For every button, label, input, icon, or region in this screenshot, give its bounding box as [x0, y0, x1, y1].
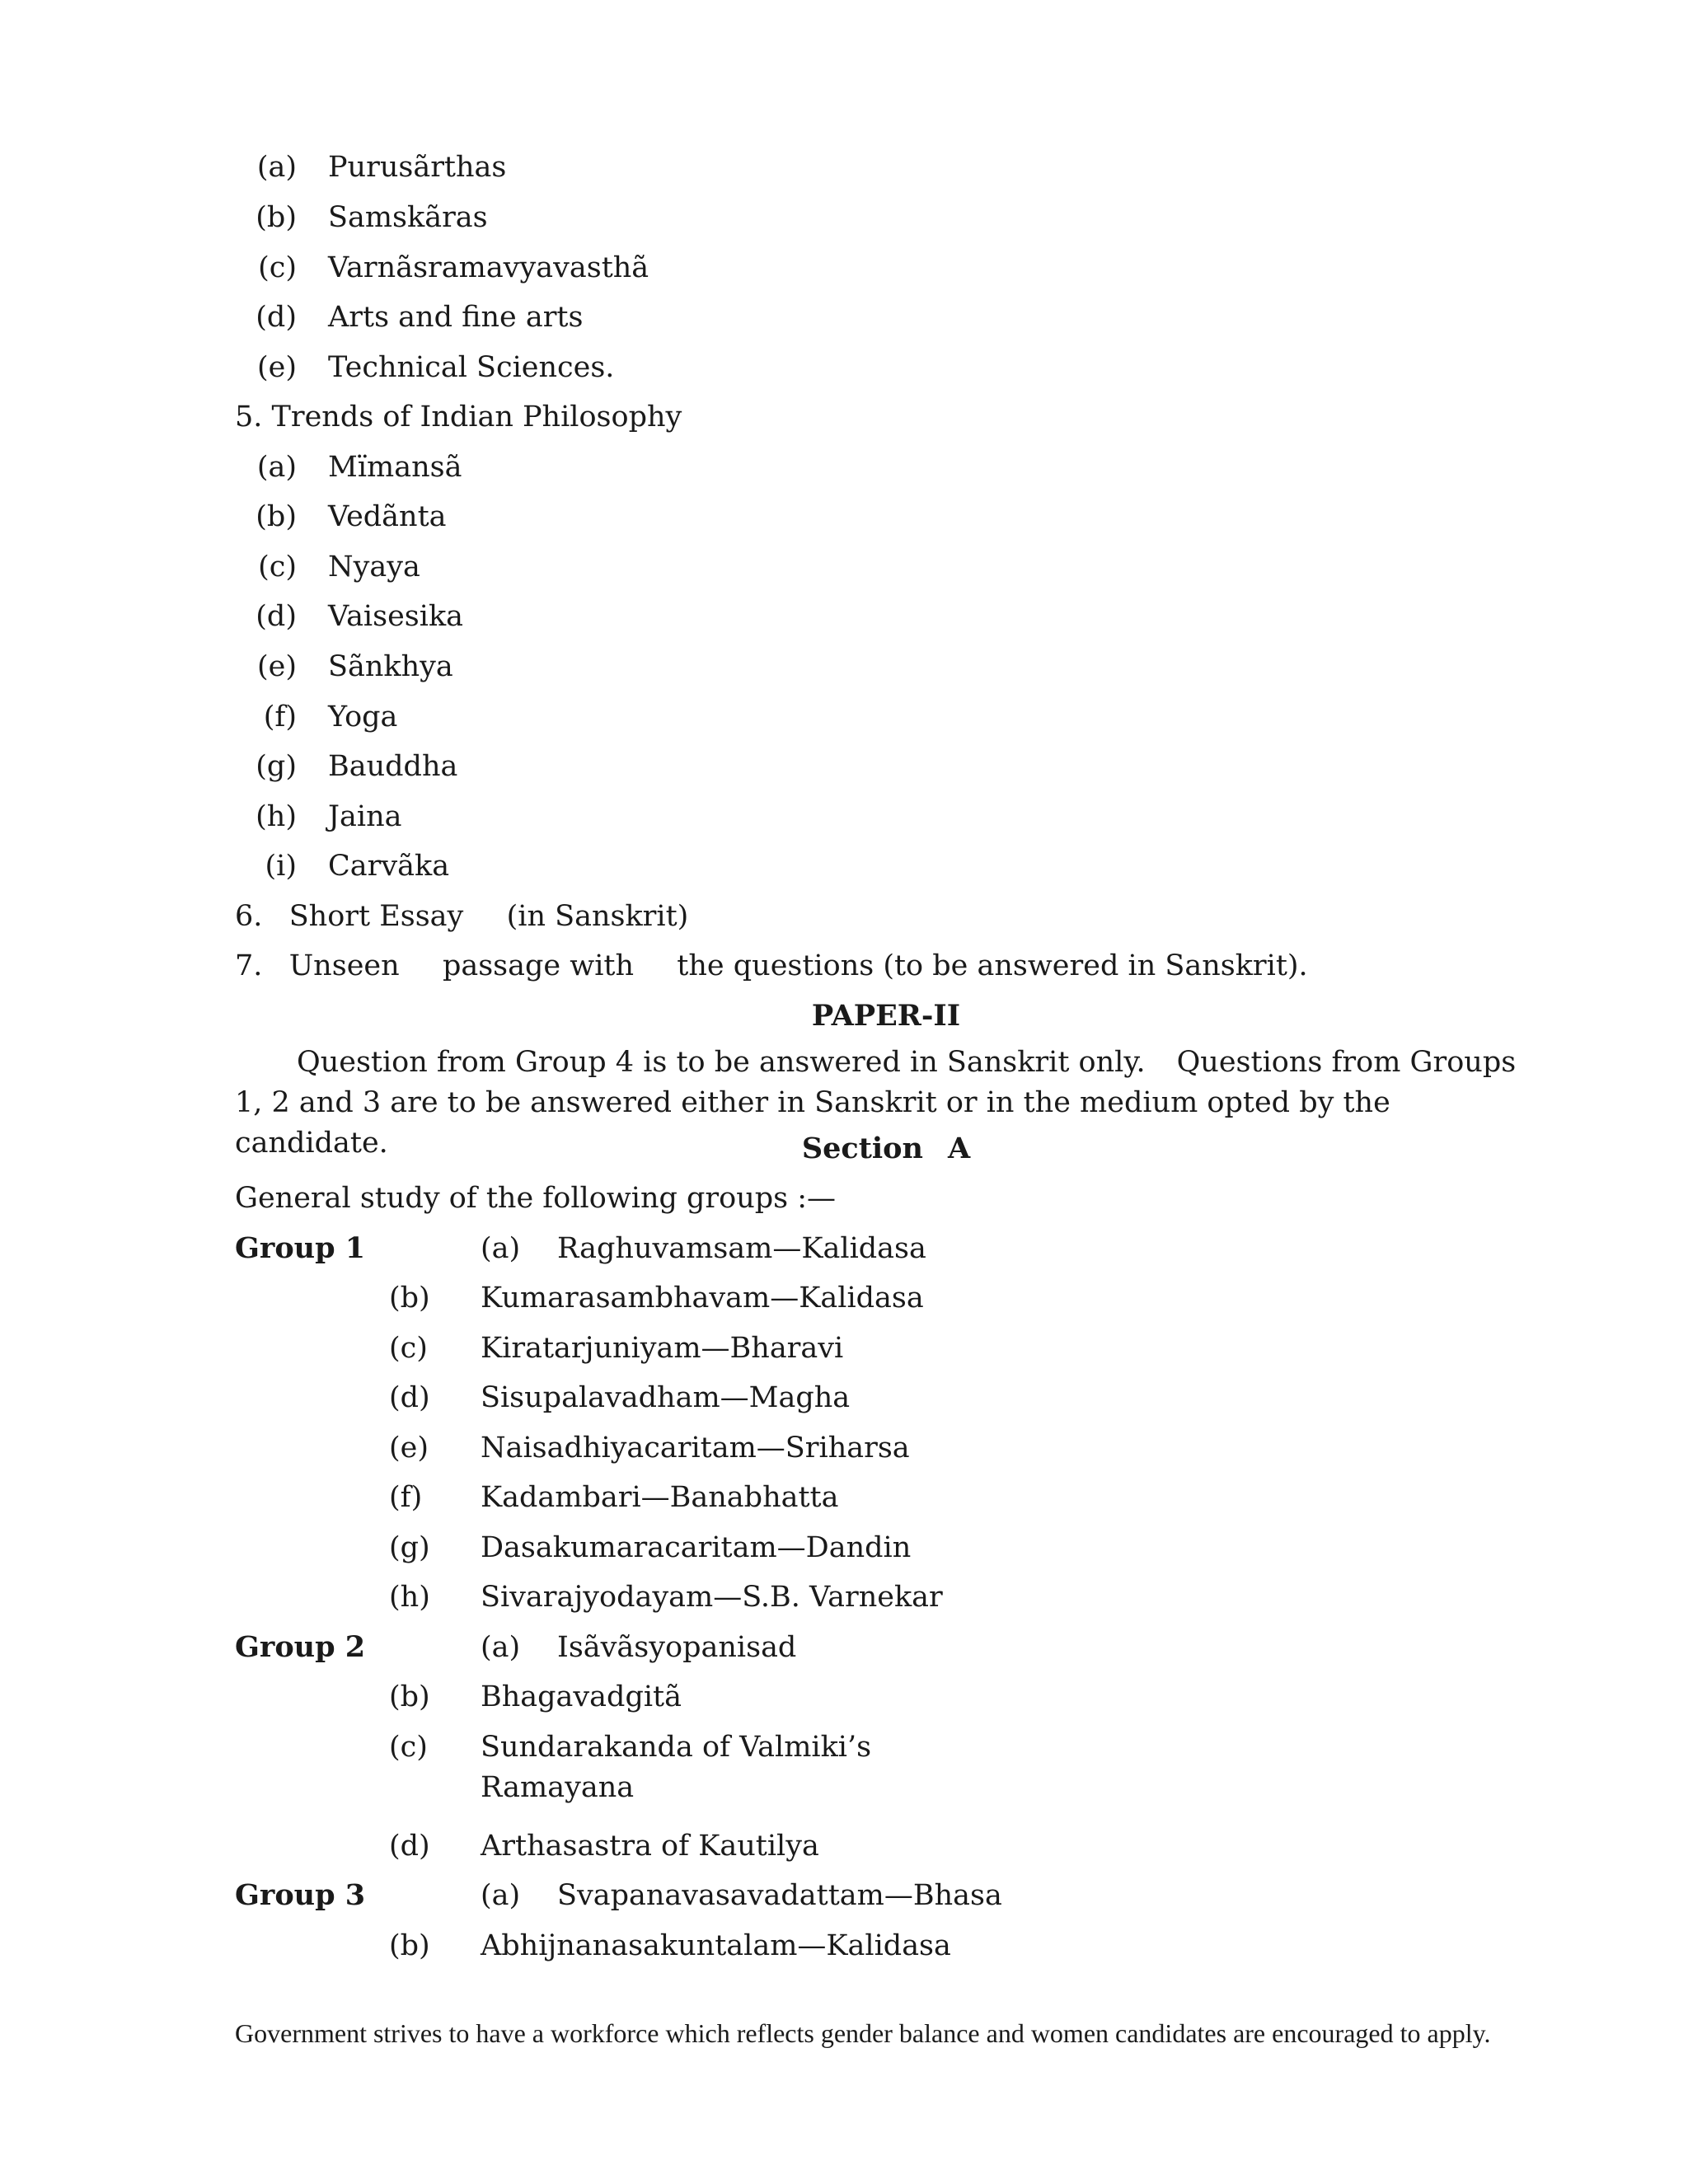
- section-7-part3: the questions (to be answered in Sanskrit).: [677, 949, 1308, 982]
- list-item-label: (g): [256, 750, 297, 783]
- list-item-text: Sãnkhya: [328, 650, 453, 683]
- footer-note: Government strives to have a workforce which reflects gender balance and women candidates are encouraged to apply.: [235, 2018, 1491, 2048]
- section-heading-word: Section: [801, 1132, 923, 1165]
- list-item-label: (b): [256, 201, 297, 234]
- group-item-text: Arthasastra of Kautilya: [481, 1830, 819, 1863]
- list-item-label: (c): [258, 551, 297, 583]
- group-item-label: (f): [389, 1481, 423, 1514]
- group-item-text: Kumarasambhavam—Kalidasa: [481, 1282, 924, 1315]
- section-7-part2: passage with: [442, 949, 635, 982]
- list-item-label: (e): [256, 650, 297, 683]
- list-item-label: (d): [256, 301, 297, 334]
- group-item-label: (a): [481, 1232, 521, 1265]
- group-item-label: (c): [389, 1731, 428, 1764]
- list-item-text: Jaina: [328, 800, 402, 833]
- list-item-label: (a): [256, 451, 297, 484]
- group-item-text: Svapanavasavadattam—Bhasa: [557, 1879, 1002, 1912]
- group-item-text-continued: Ramayana: [481, 1771, 635, 1804]
- group-item-label: (b): [389, 1929, 430, 1962]
- group-item-text: Dasakumaracaritam—Dandin: [481, 1531, 912, 1564]
- group-item-text: Naisadhiyacaritam—Sriharsa: [481, 1432, 910, 1465]
- list-item-text: Technical Sciences.: [328, 351, 615, 384]
- list-item-text: Carvãka: [328, 850, 450, 883]
- group-item-label: (b): [389, 1680, 430, 1713]
- paper-intro-sentence-1: Question from Group 4 is to be answered in Sanskrit only.: [297, 1046, 1146, 1079]
- list-item-label: (f): [263, 701, 297, 733]
- section-heading-letter: A: [947, 1132, 971, 1165]
- group-item-text: Sisupalavadham—Magha: [481, 1381, 851, 1414]
- section-6-heading: [235, 900, 688, 933]
- section-6-title: Short Essay: [288, 900, 464, 933]
- group-item-label: (h): [389, 1581, 430, 1614]
- list-item-text: Mïmansã: [328, 451, 462, 484]
- list-item-label: (e): [256, 351, 297, 384]
- group-label: Group 1: [235, 1231, 366, 1265]
- list-item-text: Nyaya: [328, 551, 420, 583]
- paper-intro-sentence-2: Questions from Groups 1, 2 and 3 are to be answered either in Sanskrit or in the medium opted by the candidate.: [235, 1046, 1517, 1160]
- paper-title: PAPER-II: [811, 999, 961, 1033]
- list-item-label: (h): [256, 800, 297, 833]
- list-item-label: (c): [258, 251, 297, 284]
- general-study-line: General study of the following groups :—: [235, 1182, 837, 1215]
- group-item-label: (d): [389, 1830, 430, 1863]
- list-item-text: Samskãras: [328, 201, 488, 234]
- group-label: Group 2: [235, 1630, 366, 1664]
- group-label: Group 3: [235, 1878, 366, 1912]
- list-item-label: (d): [256, 600, 297, 633]
- group-item-label: (c): [389, 1332, 428, 1365]
- list-item-text: Yoga: [328, 701, 398, 733]
- section-7-number: 7.: [235, 949, 263, 982]
- group-item-text: Kiratarjuniyam—Bharavi: [481, 1332, 844, 1365]
- list-item-text: Varnãsramavyavasthã: [328, 251, 649, 284]
- list-item-text: Arts and fine arts: [328, 301, 584, 334]
- group-item-text: Raghuvamsam—Kalidasa: [557, 1232, 926, 1265]
- group-item-label: (b): [389, 1282, 430, 1315]
- section-heading: [0, 1132, 1688, 1165]
- list-item-text: Vedãnta: [328, 500, 447, 533]
- group-item-label: (g): [389, 1531, 430, 1564]
- section-7-heading: [235, 949, 1308, 982]
- group-item-label: (e): [389, 1432, 429, 1465]
- section-6-number: 6.: [235, 900, 263, 933]
- group-item-text: Sundarakanda of Valmiki’s: [481, 1731, 872, 1764]
- list-item-text: Purusãrthas: [328, 151, 507, 184]
- list-item-label: (a): [256, 151, 297, 184]
- list-item-label: (i): [265, 850, 297, 883]
- section-6-note: (in Sanskrit): [506, 900, 689, 933]
- list-item-text: Vaisesika: [328, 600, 464, 633]
- group-item-label: (a): [481, 1631, 521, 1664]
- group-item-text: Isãvãsyopanisad: [557, 1631, 797, 1664]
- group-item-text: Sivarajyodayam—S.B. Varnekar: [481, 1581, 943, 1614]
- group-item-text: Abhijnanasakuntalam—Kalidasa: [481, 1929, 951, 1962]
- group-item-label: (a): [481, 1879, 521, 1912]
- group-item-label: (d): [389, 1381, 430, 1414]
- section-5-heading: 5. Trends of Indian Philosophy: [235, 401, 682, 434]
- section-7-part1: Unseen: [288, 949, 400, 982]
- list-item-text: Bauddha: [328, 750, 458, 783]
- list-item-label: (b): [256, 500, 297, 533]
- group-item-text: Bhagavadgitã: [481, 1680, 682, 1713]
- group-item-text: Kadambari—Banabhatta: [481, 1481, 839, 1514]
